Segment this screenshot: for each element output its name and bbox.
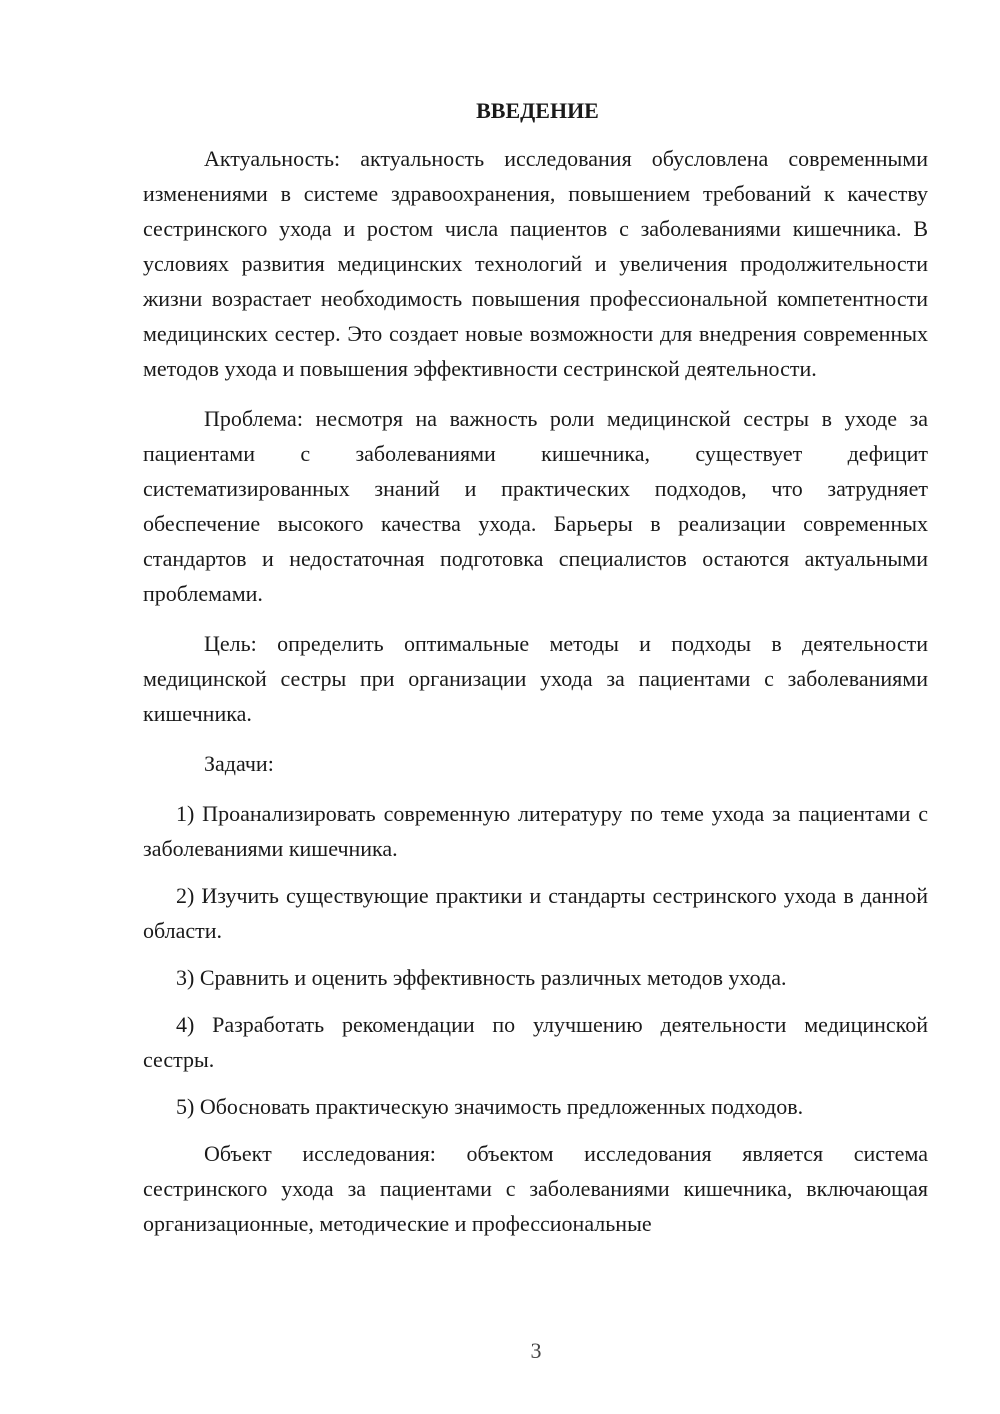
page-number: 3: [530, 1338, 542, 1363]
task-item-4: 4) Разработать рекомендации по улучшению деятельности медицинской сестры.: [143, 1012, 928, 1072]
goal-paragraph: Цель: определить оптимальные методы и подходы в деятельности медицинской сестры при организации ухода за пациентами с заболеваниями кишечника.: [143, 631, 928, 726]
task-item-3: 3) Сравнить и оценить эффективность различных методов ухода.: [176, 965, 787, 990]
object-paragraph: Объект исследования: объектом исследования является система сестринского ухода за пациентами с заболеваниями кишечника, включающая организационные, методические и профессиональные: [143, 1141, 928, 1236]
problem-paragraph: Проблема: несмотря на важность роли медицинской сестры в уходе за пациентами с заболеваниями кишечника, существует дефицит систематизированных знаний и практических подходов, что затрудняет обеспечение высокого качества ухода. Барьеры в реализации современных стандартов и недостаточная подготовка специалистов остаются актуальными проблемами.: [143, 406, 928, 606]
task-item-5: 5) Обосновать практическую значимость предложенных подходов.: [176, 1094, 804, 1119]
document-title: ВВЕДЕНИЕ: [476, 98, 599, 123]
tasks-heading: Задачи:: [204, 751, 274, 776]
document-body: [143, 93, 928, 1241]
task-item-1: 1) Проанализировать современную литературу по теме ухода за пациентами с заболеваниями кишечника.: [143, 801, 928, 861]
task-item-2: 2) Изучить существующие практики и стандарты сестринского ухода в данной области.: [143, 883, 928, 943]
relevance-paragraph: Актуальность: актуальность исследования обусловлена современными изменениями в системе здравоохранения, повышением требований к качеству сестринского ухода и ростом числа пациентов с заболеваниями кишечника. В условиях развития медицинских технологий и увеличения продолжительности жизни возрастает необходимость повышения профессиональной компетентности медицинских сестер. Это создает новые возможности для внедрения современных методов ухода и повышения эффективности сестринской деятельности.: [143, 146, 928, 381]
